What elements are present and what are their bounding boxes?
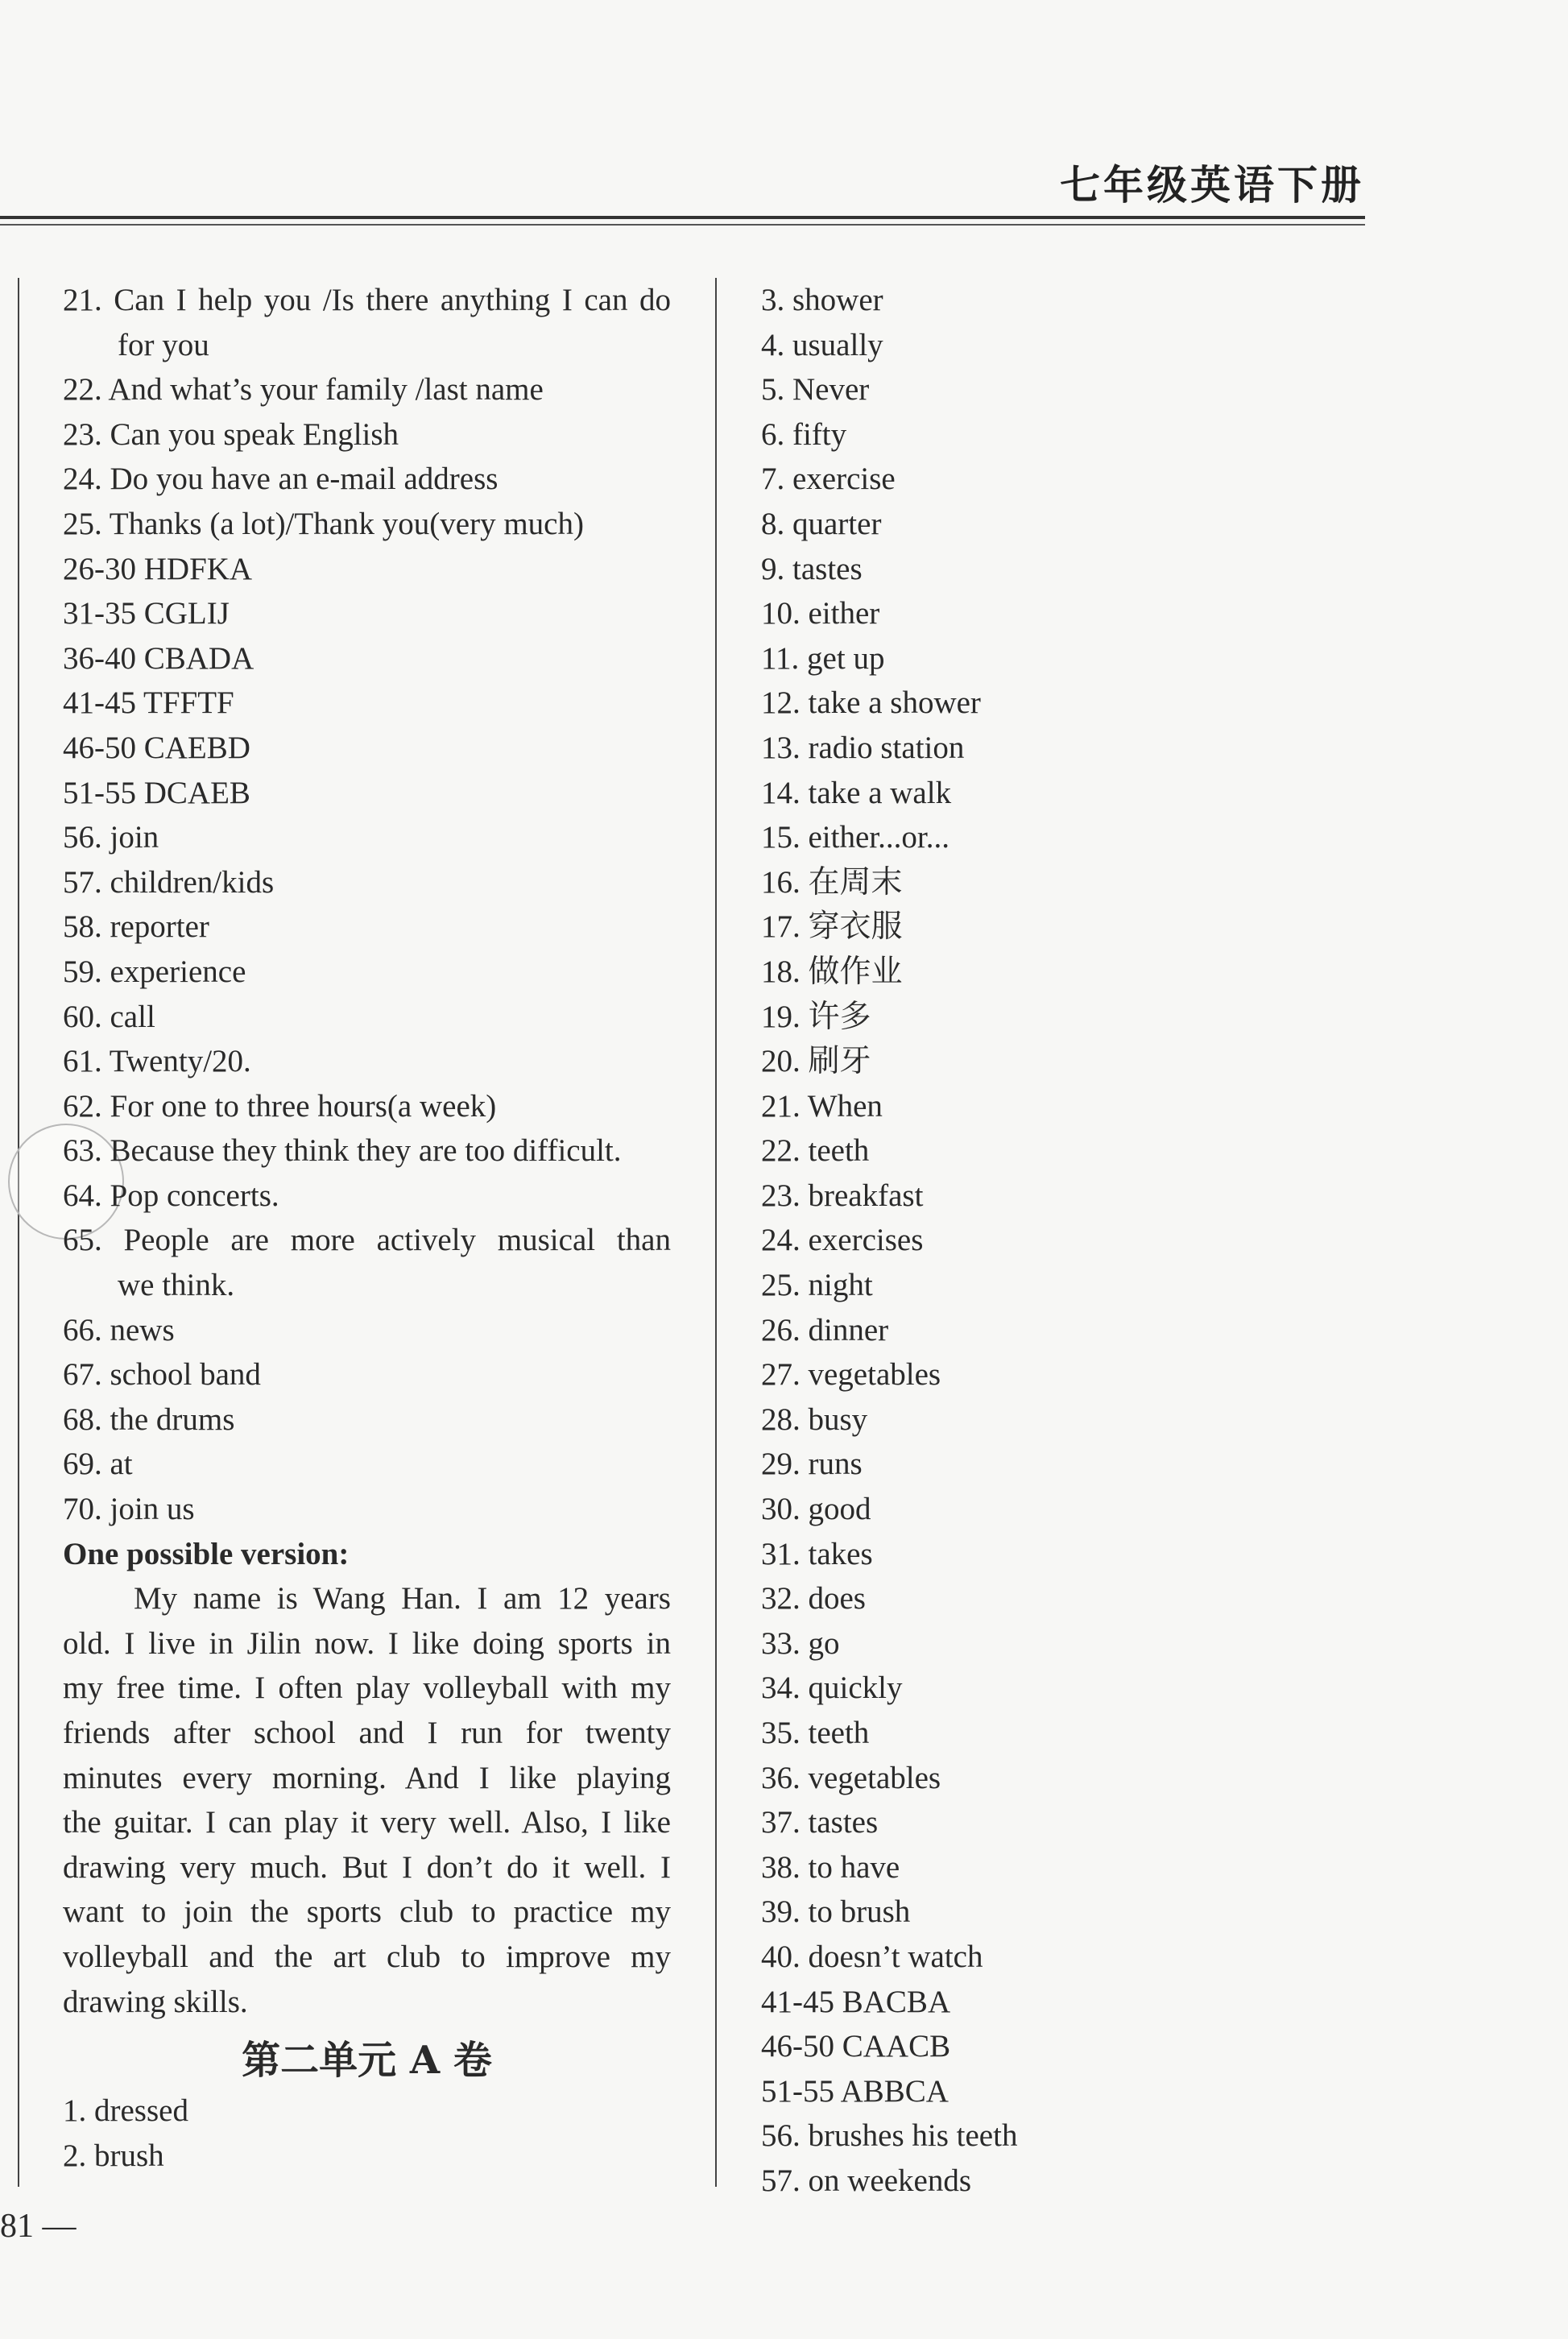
essay-line: drawing very much. But I don’t do it well. I (63, 1849, 671, 1885)
answer-line: 46-50 CAACB (761, 2029, 951, 2064)
answer-line: 35. teeth (761, 1716, 870, 1750)
answer-line: 51-55 ABBCA (761, 2073, 949, 2109)
answer-line: 16. 在周末 (761, 864, 903, 900)
header-rule-thick (0, 216, 1365, 219)
answer-line: 15. either...or... (761, 820, 949, 855)
essay-line: the guitar. I can play it very well. Also, I like (63, 1805, 671, 1840)
answer-line: 21. Can I help you /Is there anything I can do (63, 283, 671, 317)
answer-line: 59. experience (63, 954, 246, 989)
answer-line: 4. usually (761, 327, 883, 362)
answer-line: 1. dressed (63, 2093, 188, 2129)
answer-line: 22. And what’s your family /last name (63, 372, 544, 408)
header-rule-thin (0, 224, 1365, 226)
answer-line: 11. get up (761, 640, 885, 676)
column-divider (715, 278, 717, 2187)
answer-line: 63. Because they think they are too difficult. (63, 1133, 622, 1169)
answer-line: 26. dinner (761, 1312, 889, 1348)
essay-line: friends after school and I run for twenty (63, 1716, 671, 1750)
answer-line: 68. the drums (63, 1401, 235, 1437)
answer-line: 40. doesn’t watch (761, 1939, 983, 1974)
answer-line: 64. Pop concerts. (63, 1178, 279, 1213)
answer-line: 32. does (761, 1581, 866, 1617)
answer-line: 24. exercises (761, 1223, 924, 1258)
essay-line: want to join the sports club to practice my (63, 1894, 671, 1930)
answer-line: 22. teeth (761, 1133, 870, 1169)
answer-line: 17. 穿衣服 (761, 909, 903, 945)
left-margin-rule (18, 278, 19, 2187)
answer-line: 38. to have (761, 1849, 900, 1885)
answer-line: 23. breakfast (761, 1178, 924, 1213)
answer-line: 58. reporter (63, 909, 209, 945)
answer-line: 61. Twenty/20. (63, 1044, 251, 1079)
answer-line: 69. at (63, 1447, 133, 1482)
answer-line: 36-40 CBADA (63, 640, 254, 676)
answer-line: 26-30 HDFKA (63, 551, 253, 586)
essay-line: volleyball and the art club to improve my (63, 1939, 671, 1974)
essay-line: minutes every morning. And I like playing (63, 1760, 671, 1795)
answer-line: 56. brushes his teeth (761, 2118, 1018, 2154)
section-heading: 第二单元 A 卷 (242, 2038, 492, 2084)
answer-line: 24. Do you have an e-mail address (63, 462, 499, 497)
answer-line: 46-50 CAEBD (63, 730, 250, 765)
answer-line: 34. quickly (761, 1670, 903, 1706)
answer-line: 27. vegetables (761, 1357, 941, 1393)
answer-line: 41-45 BACBA (761, 1984, 951, 2019)
answer-line: 19. 许多 (761, 999, 871, 1034)
answer-line: 12. take a shower (761, 685, 981, 721)
answer-line: 31. takes (761, 1536, 873, 1571)
answer-line: 20. 刷牙 (761, 1044, 871, 1079)
answer-line: 3. shower (761, 283, 883, 317)
answer-line: 57. on weekends (761, 2163, 972, 2198)
answer-line: 51-55 DCAEB (63, 775, 250, 810)
essay-heading: One possible version: (63, 1536, 350, 1571)
answer-line: 14. take a walk (761, 775, 952, 810)
answer-line: 56. join (63, 820, 159, 855)
essay-line: old. I live in Jilin now. I like doing sports in (63, 1625, 671, 1661)
essay-line: My name is Wang Han. I am 12 years (134, 1581, 671, 1617)
answer-line: 33. go (761, 1625, 840, 1661)
answer-line: 13. radio station (761, 730, 965, 765)
answer-line: 8. quarter (761, 506, 882, 541)
answer-line: 67. school band (63, 1357, 261, 1393)
page-number: 81 — (0, 2208, 77, 2245)
answer-line: 2. brush (63, 2138, 164, 2173)
answer-line: 25. night (761, 1268, 873, 1303)
answer-line: 62. For one to three hours(a week) (63, 1088, 497, 1124)
answer-line: 28. busy (761, 1401, 868, 1437)
answer-line: 65. People are more actively musical than (63, 1223, 671, 1258)
answer-line: 57. children/kids (63, 864, 275, 900)
page-header-title: 七年级英语下册 (1060, 161, 1364, 209)
answer-line: 23. Can you speak English (63, 416, 399, 452)
answer-line: 21. When (761, 1088, 883, 1124)
answer-line: 31-35 CGLIJ (63, 596, 230, 631)
essay-line: my free time. I often play volleyball with my (63, 1670, 671, 1706)
answer-line: 5. Never (761, 372, 870, 408)
answer-line: 36. vegetables (761, 1760, 941, 1795)
answer-line: 29. runs (761, 1447, 863, 1482)
essay-line: drawing skills. (63, 1984, 248, 2019)
answer-line: 37. tastes (761, 1805, 879, 1840)
answer-line: 6. fifty (761, 416, 847, 452)
answer-line: 18. 做作业 (761, 954, 903, 989)
answer-line: 9. tastes (761, 551, 863, 586)
left-column (63, 278, 671, 2178)
right-column (761, 278, 1373, 2204)
answer-line: 41-45 TFFTF (63, 685, 234, 721)
answer-line: 25. Thanks (a lot)/Thank you(very much) (63, 506, 584, 541)
answer-line: 60. call (63, 999, 155, 1034)
answer-line: 66. news (63, 1312, 175, 1348)
answer-line: we think. (118, 1268, 235, 1303)
answer-line: 30. good (761, 1492, 871, 1527)
answer-line: 10. either (761, 596, 880, 631)
answer-line: 70. join us (63, 1492, 195, 1527)
answer-line: 39. to brush (761, 1894, 911, 1930)
answer-line: 7. exercise (761, 462, 896, 497)
answer-line: for you (118, 327, 209, 362)
